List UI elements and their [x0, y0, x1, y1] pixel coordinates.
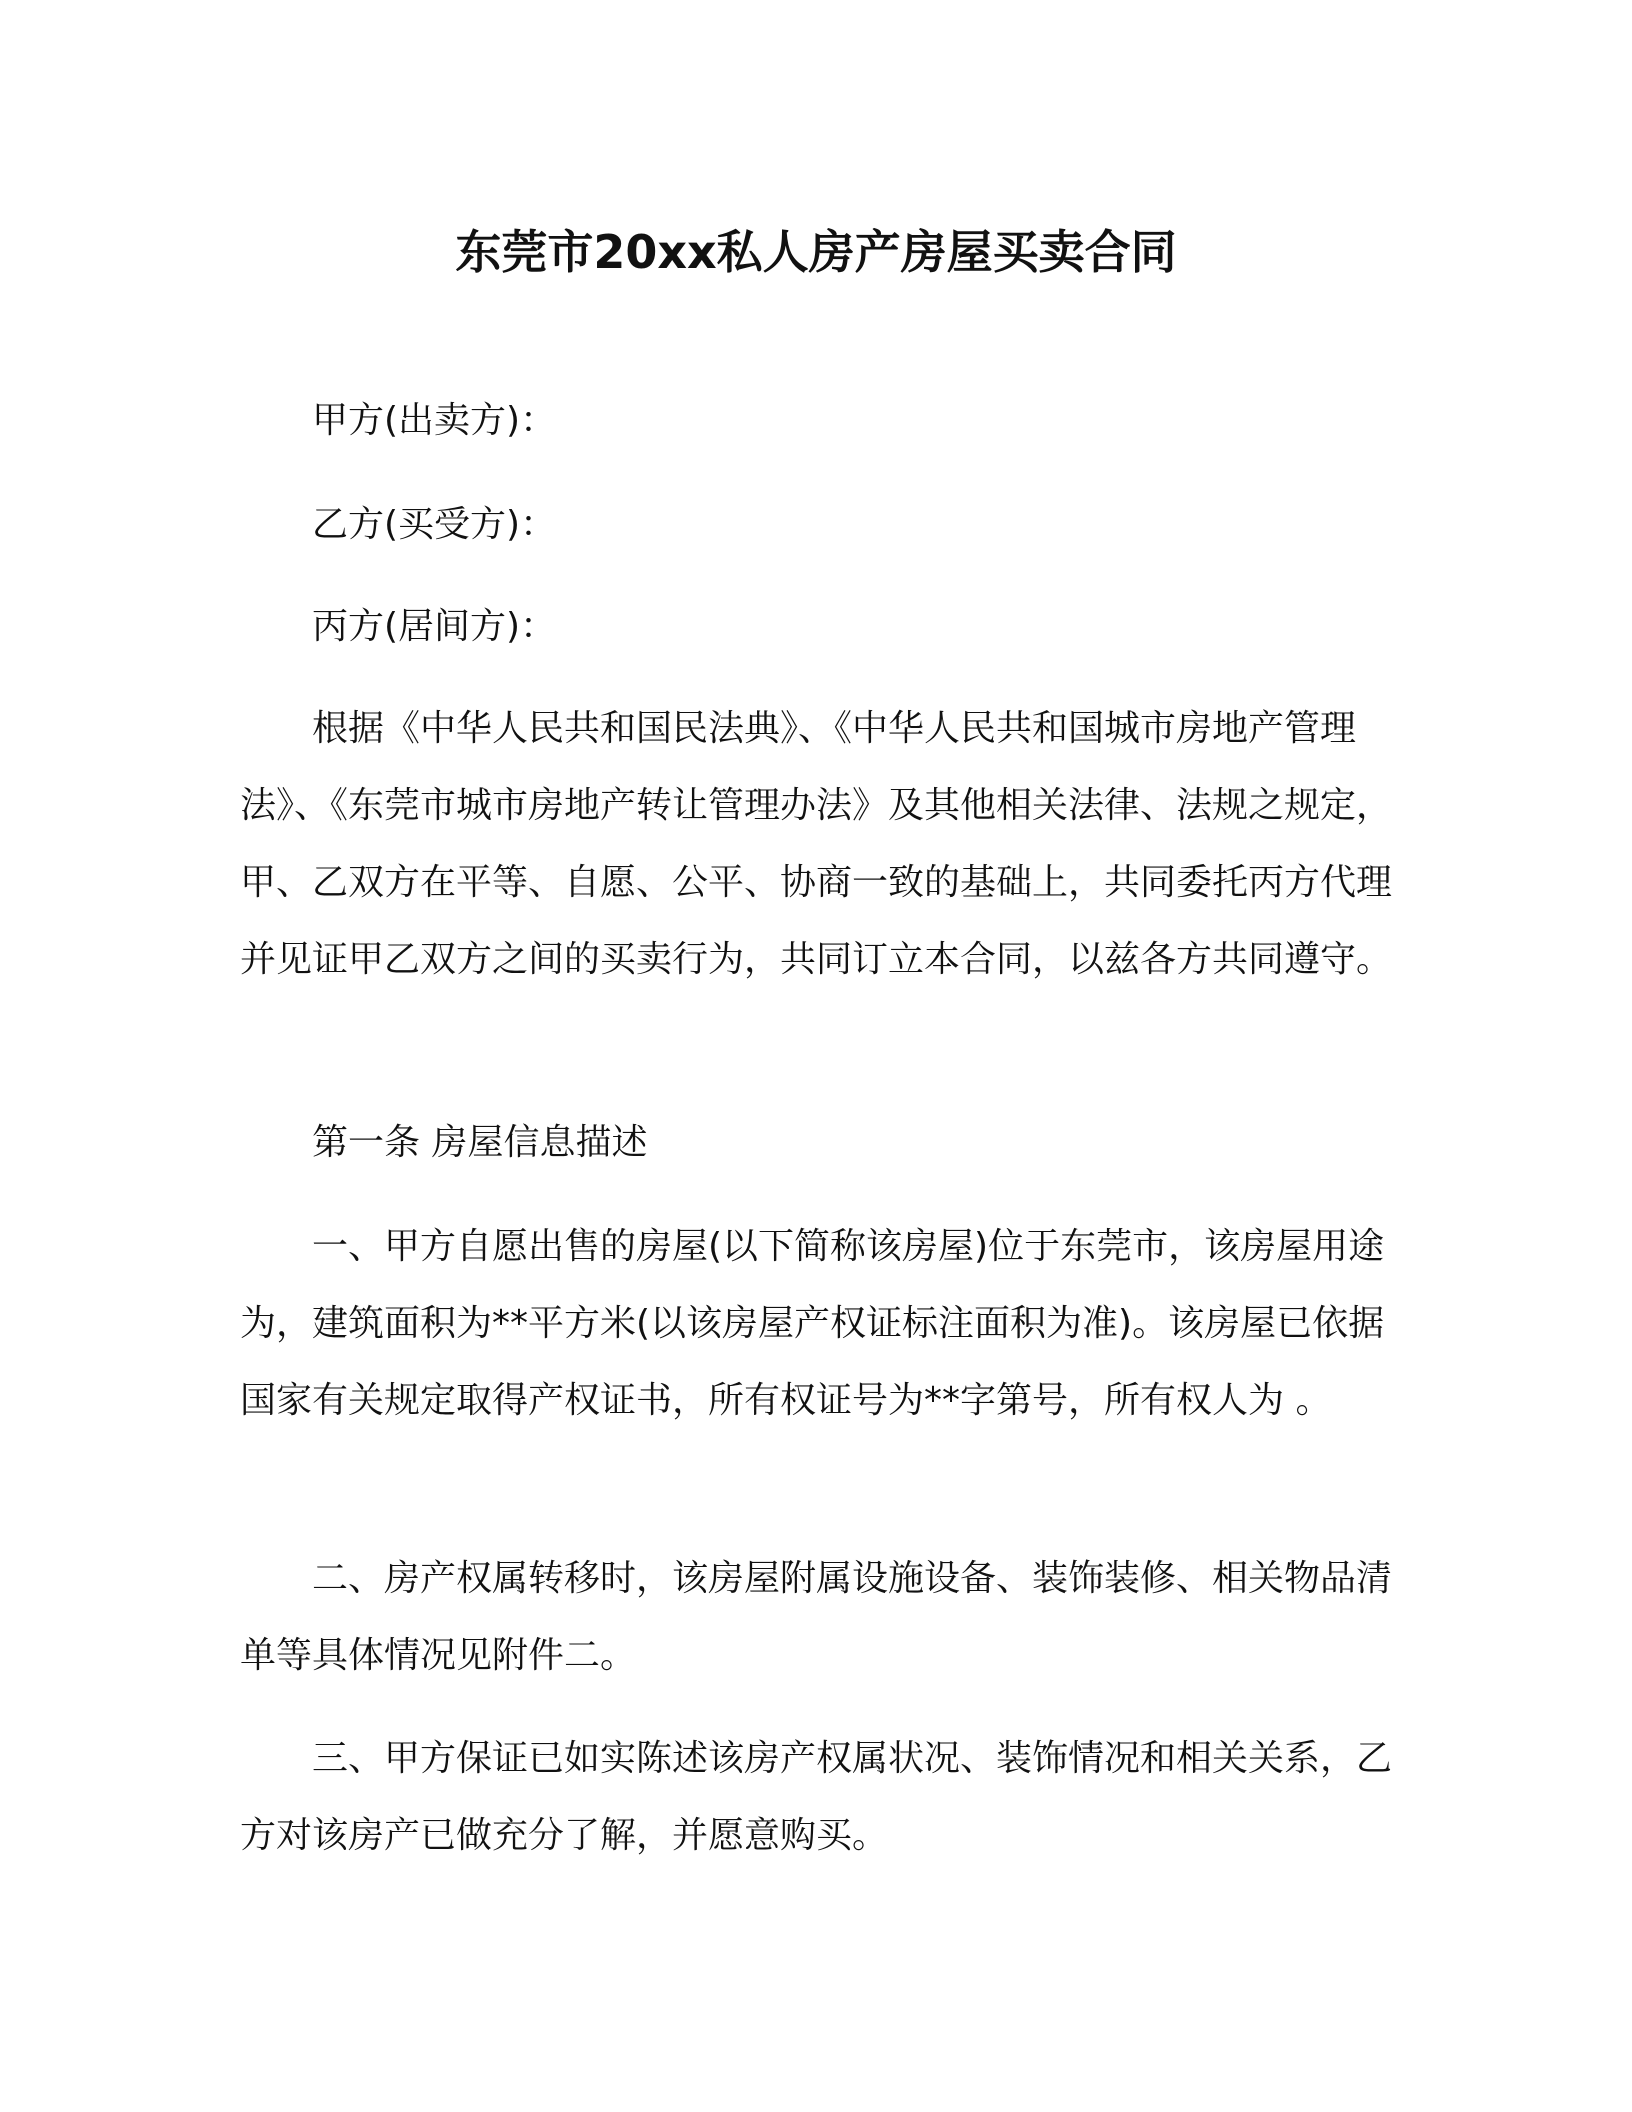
article-1-clause-1: 一、甲方自愿出售的房屋(以下简称该房屋)位于东莞市，该房屋用途为，建筑面积为**平方米(以该房屋产权证标注面积为准)。该房屋已依据国家有关规定取得产权证书，所有权证号为**字第号，所有权人为 。 [240, 1226, 1385, 1421]
party-buyer: 乙方(买受方)： [312, 504, 557, 545]
article-1-clause-2: 二、房产权属转移时，该房屋附属设施设备、装饰装修、相关物品清单等具体情况见附件二。 [240, 1558, 1393, 1676]
party-seller: 甲方(出卖方)： [312, 400, 557, 441]
article-1-heading: 第一条 房屋信息描述 [312, 1122, 648, 1163]
party-broker: 丙方(居间方)： [312, 606, 557, 647]
document-title: 东莞市20xx私人房产房屋买卖合同 [455, 225, 1177, 279]
article-1-clause-3: 三、甲方保证已如实陈述该房产权属状况、装饰情况和相关关系，乙方对该房产已做充分了解，并愿意购买。 [240, 1738, 1393, 1856]
preamble-paragraph: 根据《中华人民共和国民法典》、《中华人民共和国城市房地产管理法》、《东莞市城市房地产转让管理办法》及其他相关法律、法规之规定，甲、乙双方在平等、自愿、公平、协商一致的基础上，共同委托丙方代理并见证甲乙双方之间的买卖行为，共同订立本合同，以兹各方共同遵守。 [240, 708, 1393, 980]
